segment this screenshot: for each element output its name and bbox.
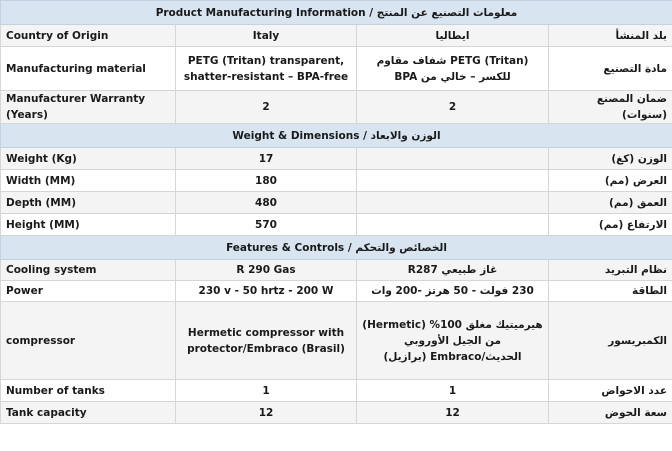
table-row xyxy=(1,148,672,170)
label-ar: نظام التبريد xyxy=(549,260,672,281)
value-en: 230 v - 50 hrtz - 200 W xyxy=(176,281,357,302)
table-row xyxy=(1,25,672,47)
label-en: Depth (MM) xyxy=(1,192,176,214)
label-ar: مادة التصنيع xyxy=(549,47,672,91)
label-en: Manufacturer Warranty (Years) xyxy=(1,91,176,124)
value-ar: ايطاليا xyxy=(357,25,549,47)
value-en: 12 xyxy=(176,402,357,424)
label-en: Cooling system xyxy=(1,260,176,281)
label-ar: سعة الحوض xyxy=(549,402,672,424)
value-en: Italy xyxy=(176,25,357,47)
table-row xyxy=(1,192,672,214)
value-en: PETG (Tritan) transparent, shatter-resistant – BPA-free xyxy=(176,47,357,91)
value-en: R 290 Gas xyxy=(176,260,357,281)
label-en: Width (MM) xyxy=(1,170,176,192)
label-en: Tank capacity xyxy=(1,402,176,424)
section-title: Features & Controls / الخصائص والتحكم xyxy=(1,236,672,260)
table-row xyxy=(1,170,672,192)
value-ar xyxy=(357,170,549,192)
value-ar: 12 xyxy=(357,402,549,424)
section-header xyxy=(1,124,672,148)
label-en: Manufacturing material xyxy=(1,47,176,91)
label-en: compressor xyxy=(1,302,176,380)
value-ar: 230 فولت - 50 هرتز -200 وات xyxy=(357,281,549,302)
value-en: 480 xyxy=(176,192,357,214)
value-en: Hermetic compressor with protector/Embraco (Brasil) xyxy=(176,302,357,380)
section-header xyxy=(1,236,672,260)
label-en: Number of tanks xyxy=(1,380,176,402)
label-ar: عدد الاحواض xyxy=(549,380,672,402)
label-ar: بلد المنشأ xyxy=(549,25,672,47)
label-en: Height (MM) xyxy=(1,214,176,236)
table-row xyxy=(1,402,672,424)
label-ar: ضمان المصنع (سنوات) xyxy=(549,91,672,124)
value-ar xyxy=(357,148,549,170)
table-row xyxy=(1,47,672,91)
value-ar: 2 xyxy=(357,91,549,124)
label-en: Power xyxy=(1,281,176,302)
section-title: Weight & Dimensions / الوزن والابعاد xyxy=(1,124,672,148)
manufacturing-section xyxy=(1,1,672,124)
label-ar: الارتفاع (مم) xyxy=(549,214,672,236)
section-title: Product Manufacturing Information / معلومات التصنيع عن المنتج xyxy=(1,1,672,25)
features-section xyxy=(1,236,672,424)
value-ar: غاز طبيعي R287 xyxy=(357,260,549,281)
section-header xyxy=(1,1,672,25)
table-row xyxy=(1,91,672,124)
label-ar: العرض (مم) xyxy=(549,170,672,192)
label-ar: الوزن (كغ) xyxy=(549,148,672,170)
value-ar xyxy=(357,214,549,236)
value-ar: 1 xyxy=(357,380,549,402)
table-row xyxy=(1,260,672,281)
label-ar: الكمبريسور xyxy=(549,302,672,380)
value-en: 570 xyxy=(176,214,357,236)
value-ar: هيرميتيك مغلق 100% (Hermetic) من الجيل الأوروبي الحديث/Embraco (برازيل) xyxy=(357,302,549,380)
value-en: 1 xyxy=(176,380,357,402)
label-ar: العمق (مم) xyxy=(549,192,672,214)
label-en: Weight (Kg) xyxy=(1,148,176,170)
table-row xyxy=(1,214,672,236)
table-row xyxy=(1,302,672,380)
dimensions-section xyxy=(1,124,672,236)
value-ar: PETG (Tritan) شفاف مقاوم للكسر – خالي من BPA xyxy=(357,47,549,91)
value-ar xyxy=(357,192,549,214)
value-en: 17 xyxy=(176,148,357,170)
table-row xyxy=(1,380,672,402)
label-ar: الطاقة xyxy=(549,281,672,302)
label-en: Country of Origin xyxy=(1,25,176,47)
value-en: 180 xyxy=(176,170,357,192)
table-row xyxy=(1,281,672,302)
value-en: 2 xyxy=(176,91,357,124)
